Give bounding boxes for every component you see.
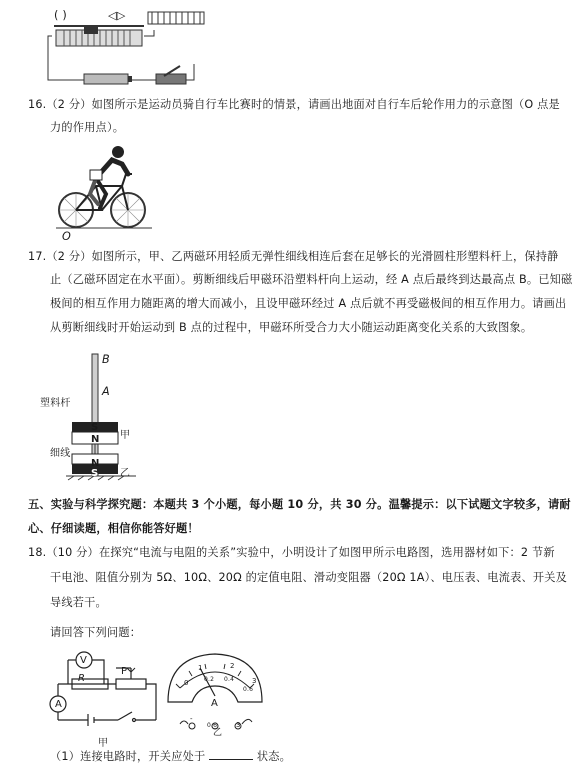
- dial-scale-04: 0.4: [224, 676, 235, 683]
- circuit-label-A: A: [55, 699, 63, 710]
- q17-label-thread: 细线: [50, 448, 71, 459]
- q18-sub1-suffix: 状态。: [256, 750, 292, 763]
- top-paren-label: ( ): [54, 9, 67, 22]
- q17-line2: 止（乙磁环固定在水平面）。剪断细线后甲磁环沿塑料杆向上运动，经 A 点后最终到达最高点 B。已知磁: [50, 273, 573, 286]
- q17-label-A: A: [102, 385, 110, 398]
- section5-line2: 心、仔细读题，相信你能答好题！: [28, 522, 199, 535]
- q17-label-S2: S: [91, 468, 99, 479]
- circuit-label-jia: 甲: [98, 738, 109, 749]
- q17-line4: 从剪断细线时开始运动到 B 点的过程中，甲磁环所受合力大小随运动距离变化关系的大致图象。: [50, 321, 533, 334]
- q18-sub1-answer-blank[interactable]: [209, 748, 253, 760]
- q17-line1: 17.（2 分）如图所示，甲、乙两磁环用轻质无弹性细线相连后套在足够长的光滑圆柱形塑料杆上，保持静: [28, 250, 559, 263]
- section5-line1: 五、实验与科学探究题：本题共 3 个小题，每小题 10 分，共 30 分。温馨提示：以下试题文字较多，请耐: [28, 498, 571, 511]
- magnet-rings-figure: [66, 350, 146, 486]
- circuit-diagram-jia: [48, 648, 168, 736]
- q16-point-label: O: [62, 230, 72, 243]
- q17-label-yi: 乙: [120, 468, 131, 479]
- q18-line2: 干电池、阻值分别为 5Ω、10Ω、20Ω 的定值电阻、滑动变阻器（20Ω 1A）、电压表、电流表、开关及: [50, 571, 568, 584]
- top-circuit-figure: [44, 0, 214, 92]
- dial-tick-3: 3: [252, 677, 257, 685]
- dial-label-yi: 乙: [213, 728, 223, 738]
- q16-line1: 16.（2 分）如图所示是运动员骑自行车比赛时的情景，请画出地面对自行车后轮作用力的示意图（O 点是: [28, 98, 560, 111]
- dial-term-06: 0.6: [207, 722, 218, 729]
- circuit-label-R: R: [78, 673, 86, 684]
- q18-line4: 请回答下列问题：: [50, 626, 142, 639]
- q17-line3: 极间的相互作用力随距离的增大而减小，且设甲磁环经过 A 点后就不再受磁极间的相互作用力。请画出: [50, 297, 567, 310]
- dial-term-3: 3: [236, 721, 241, 729]
- q17-label-S1: S: [91, 422, 99, 433]
- q17-label-jia: 甲: [120, 430, 131, 441]
- dial-scale-02: 0.2: [204, 676, 215, 683]
- dial-tick-1: 1: [198, 664, 203, 672]
- q16-line2: 力的作用点）。: [50, 121, 125, 134]
- q17-label-B: B: [102, 353, 110, 366]
- dial-unit-A: A: [211, 698, 219, 709]
- q18-sub1: [50, 748, 291, 764]
- dial-tick-0: 0: [184, 679, 189, 687]
- q18-line3: 导线若干。: [50, 596, 107, 609]
- dial-term-minus: -: [190, 715, 193, 723]
- q17-label-N2: N: [91, 458, 100, 469]
- dial-tick-2: 2: [230, 662, 235, 670]
- dial-scale-06: 0.6: [243, 686, 254, 693]
- q18-line1: 18.（10 分）在探究“电流与电阻的关系”实验中，小明设计了如图甲所示电路图，选用器材如下：2 节新: [28, 546, 555, 559]
- circuit-label-V: V: [80, 655, 88, 666]
- bicycle-rider-figure: [56, 142, 152, 234]
- q18-sub1-prefix: （1）连接电路时，开关应处于: [50, 750, 206, 763]
- q17-label-N1: N: [91, 434, 100, 445]
- top-diamond-label: ◁▷: [108, 9, 126, 22]
- q17-label-rod: 塑料杆: [40, 398, 71, 409]
- circuit-label-P: P: [121, 666, 128, 677]
